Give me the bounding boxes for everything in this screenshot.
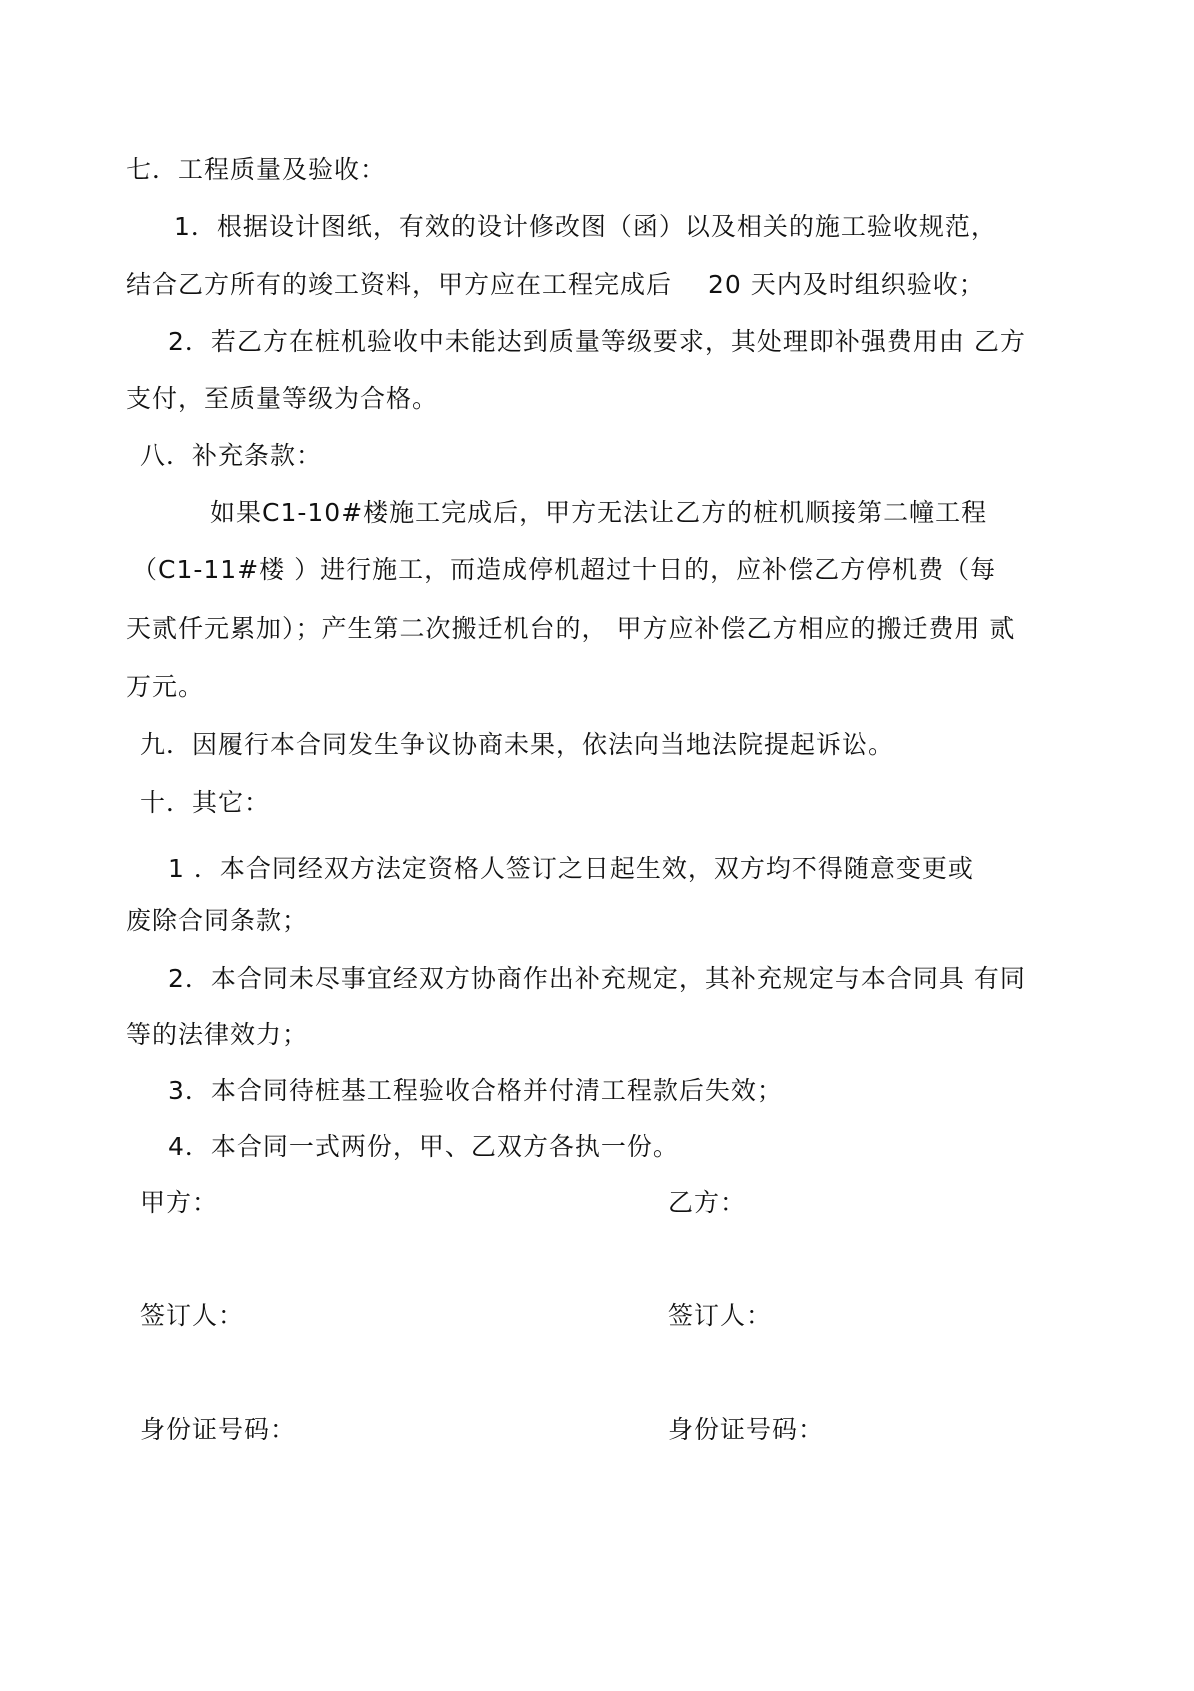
- section-8-line-3: 天贰仟元累加）；产生第二次搬迁机台的， 甲方应补偿乙方相应的搬迁费用 贰: [126, 614, 1016, 643]
- section-7-item-2-line-1: 2．若乙方在桩机验收中未能达到质量等级要求，其处理即补强费用由 乙方: [168, 327, 1026, 356]
- section-10-item-1-line-2: 废除合同条款；: [126, 906, 309, 935]
- party-b-label: 乙方：: [668, 1188, 747, 1217]
- section-10-item-4: 4．本合同一式两份，甲、乙双方各执一份。: [168, 1132, 679, 1161]
- id-number-b-label: 身份证号码：: [668, 1415, 825, 1444]
- section-8-line-2: （C1-11#楼 ）进行施工，而造成停机超过十日的，应补偿乙方停机费（每: [132, 555, 997, 584]
- section-8-heading: 八．补充条款：: [140, 441, 323, 470]
- section-7-item-2-line-2: 支付，至质量等级为合格。: [126, 384, 439, 413]
- signer-b-label: 签订人：: [668, 1301, 773, 1330]
- section-8-line-1: 如果C1-10#楼施工完成后，甲方无法让乙方的桩机顺接第二幢工程: [210, 498, 988, 527]
- section-7-item-1-line-2a: 结合乙方所有的竣工资料，甲方应在工程完成后: [126, 270, 673, 299]
- signer-a-label: 签订人：: [140, 1301, 245, 1330]
- section-10-heading: 十．其它：: [140, 788, 271, 817]
- section-9-heading: 九．因履行本合同发生争议协商未果，依法向当地法院提起诉讼。: [140, 730, 895, 759]
- section-10-item-2-line-2: 等的法律效力；: [126, 1020, 309, 1049]
- section-10-item-3: 3．本合同待桩基工程验收合格并付清工程款后失效；: [168, 1076, 783, 1105]
- section-10-item-2-line-1: 2．本合同未尽事宜经双方协商作出补充规定，其补充规定与本合同具 有同: [168, 964, 1026, 993]
- section-8-line-4: 万元。: [126, 672, 205, 701]
- section-7-item-1-line-2b: 20 天内及时组织验收；: [708, 270, 985, 299]
- section-7-item-1-line-1: 1．根据设计图纸，有效的设计修改图（函）以及相关的施工验收规范，: [174, 212, 997, 241]
- section-10-item-1-line-1: 1 ．本合同经双方法定资格人签订之日起生效，双方均不得随意变更或: [168, 854, 974, 883]
- section-7-heading: 七．工程质量及验收：: [126, 155, 387, 184]
- id-number-a-label: 身份证号码：: [140, 1415, 297, 1444]
- party-a-label: 甲方：: [140, 1188, 219, 1217]
